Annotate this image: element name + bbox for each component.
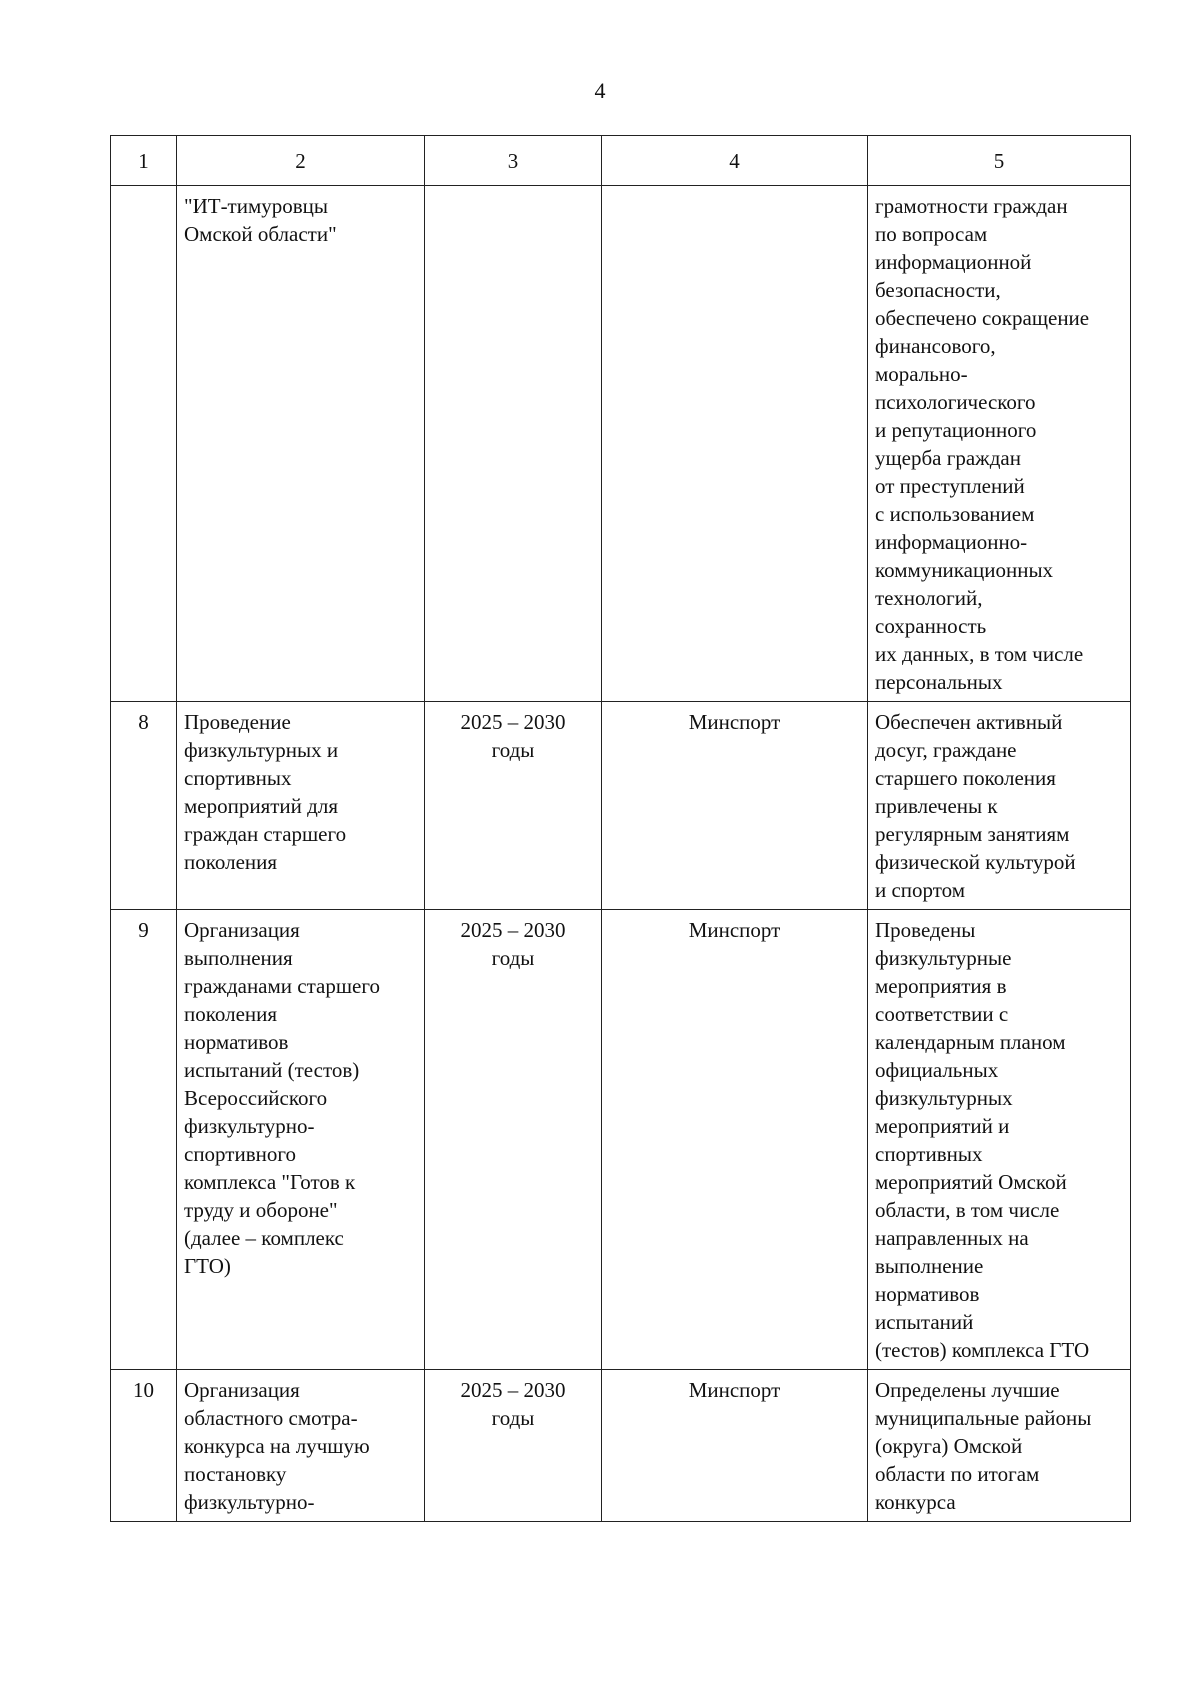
period-cell-line: 2025 – 2030 <box>460 710 566 734</box>
table-row <box>111 702 1131 910</box>
result-cell-line: области, в том числе <box>875 1198 1060 1222</box>
event-cell-content <box>177 186 424 253</box>
executor-cell-content <box>602 910 867 949</box>
result-cell-line: досуг, граждане <box>875 738 1017 762</box>
table-row <box>111 1370 1131 1522</box>
event-cell-line: выполнения <box>184 946 293 970</box>
event-cell-line: Омской области" <box>184 222 337 246</box>
result-cell-line: старшего поколения <box>875 766 1056 790</box>
period-cell-content <box>425 702 601 769</box>
result-cell-line: календарным планом <box>875 1030 1066 1054</box>
executor-cell-text: Минспорт <box>688 918 781 942</box>
result-cell <box>868 910 1131 1370</box>
executor-cell <box>602 702 868 910</box>
event-cell-line: поколения <box>184 850 278 874</box>
result-cell-line: сохранность <box>875 614 987 638</box>
result-cell-line: психологического <box>875 390 1036 414</box>
result-cell-line: ущерба граждан <box>875 446 1021 470</box>
period-cell <box>425 186 602 702</box>
event-cell-line: спортивного <box>184 1142 296 1166</box>
executor-cell <box>602 910 868 1370</box>
event-cell-line: Организация <box>184 1378 300 1402</box>
result-cell-line: Проведены <box>875 918 976 942</box>
result-cell-content <box>868 702 1130 909</box>
period-cell <box>425 910 602 1370</box>
executor-cell <box>602 186 868 702</box>
result-cell-line: обеспечено сокращение <box>875 306 1090 330</box>
result-cell-line: их данных, в том числе <box>875 642 1084 666</box>
period-cell-line: годы <box>491 946 535 970</box>
event-cell-line: ГТО) <box>184 1254 231 1278</box>
result-cell-line: физкультурных <box>875 1086 1013 1110</box>
period-cell-line: годы <box>491 1406 535 1430</box>
result-cell-line: муниципальные районы <box>875 1406 1092 1430</box>
result-cell-line: физкультурные <box>875 946 1012 970</box>
executor-cell-text: Минспорт <box>688 710 781 734</box>
header-col-1: 1 <box>111 136 177 186</box>
event-cell-line: мероприятий для <box>184 794 338 818</box>
result-cell-line: от преступлений <box>875 474 1025 498</box>
event-cell <box>177 702 425 910</box>
row-number-cell <box>111 702 177 910</box>
result-cell-line: выполнение <box>875 1254 984 1278</box>
result-cell-content <box>868 910 1130 1369</box>
event-cell <box>177 910 425 1370</box>
result-cell-line: Обеспечен активный <box>875 710 1063 734</box>
header-col-5: 5 <box>868 136 1131 186</box>
result-cell-line: морально- <box>875 362 968 386</box>
result-cell-line: и спортом <box>875 878 966 902</box>
event-cell-line: физкультурно- <box>184 1490 315 1514</box>
result-cell <box>868 702 1131 910</box>
result-cell-line: (округа) Омской <box>875 1434 1023 1458</box>
event-cell-content <box>177 910 424 1285</box>
result-cell-line: соответствии с <box>875 1002 1009 1026</box>
period-cell-content <box>425 910 601 977</box>
header-col-4: 4 <box>602 136 868 186</box>
executor-cell-text: Минспорт <box>688 1378 781 1402</box>
result-cell-line: безопасности, <box>875 278 1001 302</box>
plan-table <box>110 135 1131 1522</box>
result-cell-line: и репутационного <box>875 418 1037 442</box>
period-cell <box>425 702 602 910</box>
row-number-cell-content <box>111 1370 176 1409</box>
result-cell-line: информационной <box>875 250 1032 274</box>
event-cell-line: физкультурно- <box>184 1114 315 1138</box>
event-cell-line: постановку <box>184 1462 287 1486</box>
result-cell-line: информационно- <box>875 530 1028 554</box>
row-number-cell <box>111 186 177 702</box>
executor-cell-content <box>602 186 867 197</box>
result-cell-line: мероприятий и <box>875 1114 1010 1138</box>
result-cell-content <box>868 186 1130 701</box>
result-cell-line: финансового, <box>875 334 996 358</box>
event-cell-line: Проведение <box>184 710 291 734</box>
table-header-row <box>111 136 1131 186</box>
period-cell <box>425 1370 602 1522</box>
result-cell-line: области по итогам <box>875 1462 1040 1486</box>
period-cell-line: 2025 – 2030 <box>460 918 566 942</box>
event-cell-line: Всероссийского <box>184 1086 328 1110</box>
event-cell-line: комплекса "Готов к <box>184 1170 356 1194</box>
result-cell-line: нормативов <box>875 1282 980 1306</box>
result-cell-line: конкурса <box>875 1490 956 1514</box>
row-number-cell-content <box>111 702 176 741</box>
event-cell-line: нормативов <box>184 1030 289 1054</box>
result-cell-content <box>868 1370 1130 1521</box>
event-cell-line: Организация <box>184 918 300 942</box>
result-cell-line: испытаний <box>875 1310 974 1334</box>
result-cell <box>868 186 1131 702</box>
event-cell-line: поколения <box>184 1002 278 1026</box>
event-cell <box>177 186 425 702</box>
period-cell-line: 2025 – 2030 <box>460 1378 566 1402</box>
event-cell-line: спортивных <box>184 766 292 790</box>
result-cell-line: привлечены к <box>875 794 998 818</box>
event-cell-line: граждан старшего <box>184 822 347 846</box>
result-cell-line: технологий, <box>875 586 983 610</box>
event-cell-line: конкурса на лучшую <box>184 1434 370 1458</box>
result-cell-line: регулярным занятиям <box>875 822 1070 846</box>
result-cell-line: (тестов) комплекса ГТО <box>875 1338 1090 1362</box>
event-cell-content <box>177 1370 424 1521</box>
header-col-3: 3 <box>425 136 602 186</box>
result-cell-line: персональных <box>875 670 1003 694</box>
result-cell-line: Определены лучшие <box>875 1378 1060 1402</box>
result-cell-line: направленных на <box>875 1226 1029 1250</box>
event-cell-line: "ИТ-тимуровцы <box>184 194 329 218</box>
period-cell-content <box>425 186 601 197</box>
executor-cell-content <box>602 1370 867 1409</box>
result-cell <box>868 1370 1131 1522</box>
result-cell-line: по вопросам <box>875 222 988 246</box>
period-cell-line: годы <box>491 738 535 762</box>
event-cell <box>177 1370 425 1522</box>
result-cell-line: физической культурой <box>875 850 1076 874</box>
executor-cell <box>602 1370 868 1522</box>
event-cell-line: гражданами старшего <box>184 974 380 998</box>
event-cell-line: испытаний (тестов) <box>184 1058 360 1082</box>
header-col-2: 2 <box>177 136 425 186</box>
result-cell-line: коммуникационных <box>875 558 1054 582</box>
result-cell-line: мероприятия в <box>875 974 1007 998</box>
page-number: 4 <box>594 78 606 103</box>
row-number-cell-content <box>111 186 176 197</box>
row-number-cell <box>111 1370 177 1522</box>
result-cell-line: грамотности граждан <box>875 194 1068 218</box>
result-cell-line: с использованием <box>875 502 1035 526</box>
event-cell-line: (далее – комплекс <box>184 1226 344 1250</box>
row-number-cell-text: 9 <box>138 918 149 942</box>
result-cell-line: официальных <box>875 1058 999 1082</box>
result-cell-line: спортивных <box>875 1142 983 1166</box>
event-cell-line: физкультурных и <box>184 738 339 762</box>
event-cell-line: областного смотра- <box>184 1406 358 1430</box>
table-row <box>111 910 1131 1370</box>
row-number-cell-text: 10 <box>133 1378 154 1402</box>
row-number-cell-content <box>111 910 176 949</box>
row-number-cell-text: 8 <box>138 710 149 734</box>
row-number-cell <box>111 910 177 1370</box>
result-cell-line: мероприятий Омской <box>875 1170 1067 1194</box>
event-cell-line: труду и обороне" <box>184 1198 338 1222</box>
executor-cell-content <box>602 702 867 741</box>
event-cell-content <box>177 702 424 881</box>
table-row <box>111 186 1131 702</box>
period-cell-content <box>425 1370 601 1437</box>
